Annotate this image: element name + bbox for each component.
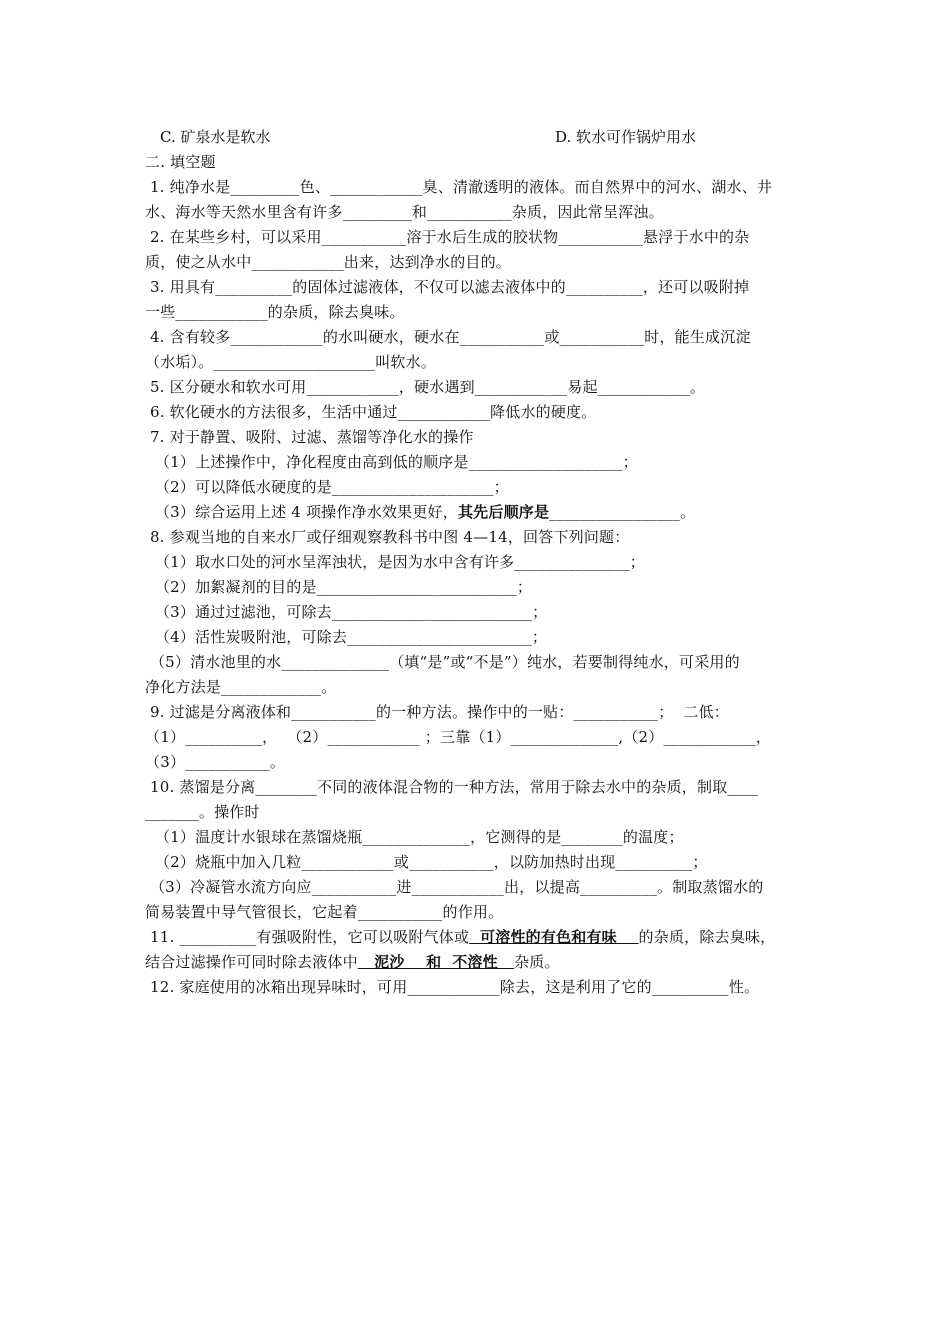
q8-part2: （2）加絮凝剂的目的是__________________________； — [145, 578, 533, 596]
q2-line1: 2. 在某些乡村，可以采用___________溶于水后生成的胶状物___________悬浮于水中的杂 — [145, 228, 750, 246]
choice-c: C. 矿泉水是软水 — [160, 128, 271, 146]
q9-line3: （3）___________。 — [145, 753, 286, 771]
q9-line2: （1）__________， （2）____________ ；三靠（1）______________,（2）____________， — [145, 728, 772, 746]
q1-line1: 1. 纯净水是_________色、____________臭、清澈透明的液体。而自然界中的河水、湖水、井 — [145, 178, 773, 196]
q11-d: 结合过滤操作可同时除去液体中 — [145, 953, 358, 971]
q10-part3-line2: 简易装置中导气管很长，它起着___________的作用。 — [145, 903, 504, 921]
q10-stem-line2: _______。操作时 — [145, 803, 260, 821]
q7-part3-a: （3）综合运用上述 4 项操作净水效果更好， — [145, 503, 458, 521]
q5: 5. 区分硬水和软水可用____________，硬水遇到____________易起____________。 — [145, 378, 706, 396]
q12: 12. 家庭使用的冰箱出现异味时，可用____________除去，这是利用了它的__________性。 — [145, 978, 760, 996]
q11-answer-2: 泥沙 和 不溶性 — [357, 953, 515, 971]
q11-line1 — [145, 927, 815, 947]
section-title: 二. 填空题 — [145, 153, 216, 171]
q2-line2: 质，使之从水中____________出来，达到净水的目的。 — [145, 253, 512, 271]
q11-f: 杂质。 — [514, 953, 560, 971]
q4-line2: （水垢）。_____________________叫软水。 — [145, 353, 437, 371]
q7-part3-c: _________________。 — [549, 503, 696, 521]
q10-stem-line1: 10. 蒸馏是分离________不同的液体混合物的一种方法，常用于除去水中的杂质，制取____ — [145, 778, 759, 796]
q10-part2: （2）烧瓶中加入几粒____________或___________，以防加热时出现__________； — [145, 853, 708, 871]
q10-part1: （1）温度计水银球在蒸馏烧瓶______________，它测得的是________的温度； — [145, 828, 684, 846]
q11-c: 的杂质，除去臭味， — [638, 928, 776, 946]
q8-stem: 8. 参观当地的自来水厂或仔细观察教科书中图 4—14，回答下列问题： — [145, 528, 630, 546]
q11-a: 11. __________有强吸附性，它可以吸附气体或 — [145, 928, 470, 946]
choice-d: D. 软水可作锅炉用水 — [555, 128, 697, 146]
q8-part3: （3）通过过滤池，可除去__________________________； — [145, 603, 548, 621]
q8-part5-line1: （5）清水池里的水______________（填“是”或“不是”）纯水，若要制得纯水，可采用的 — [145, 653, 740, 671]
q7-part2: （2）可以降低水硬度的是_____________________； — [145, 478, 509, 496]
q3-line1: 3. 用具有__________的固体过滤液体，不仅可以滤去液体中的__________，还可以吸附掉 — [145, 278, 750, 296]
q7-stem: 7. 对于静置、吸附、过滤、蒸馏等净化水的操作 — [145, 428, 474, 446]
q7-part1: （1）上述操作中，净化程度由高到低的顺序是____________________； — [145, 453, 638, 471]
q3-line2: 一些____________的杂质，除去臭味。 — [145, 303, 405, 321]
q11-line2 — [145, 952, 815, 972]
q8-part1: （1）取水口处的河水呈浑浊状，是因为水中含有许多_______________； — [145, 553, 645, 571]
q4-line1: 4. 含有较多____________的水叫硬水，硬水在___________或___________时，能生成沉淀 — [145, 328, 751, 346]
q1-line2: 水、海水等天然水里含有许多_________和___________杂质，因此常呈浑浊。 — [145, 203, 664, 221]
q8-part4: （4）活性炭吸附池，可除去________________________； — [145, 628, 548, 646]
q8-part5-line2: 净化方法是_____________。 — [145, 678, 337, 696]
q11-answer-1: 可溶性的有色和有味 — [469, 928, 639, 946]
q9-line1: 9. 过滤是分离液体和___________的一种方法。操作中的一贴：___________； 二低： — [145, 703, 729, 721]
q7-part3-bold: 其先后顺序是 — [457, 503, 550, 521]
q6: 6. 软化硬水的方法很多，生活中通过____________降低水的硬度。 — [145, 403, 597, 421]
q7-part3 — [145, 502, 815, 522]
q10-part3-line1: （3）冷凝管水流方向应___________进____________出，以提高__________。制取蒸馏水的 — [145, 878, 764, 896]
